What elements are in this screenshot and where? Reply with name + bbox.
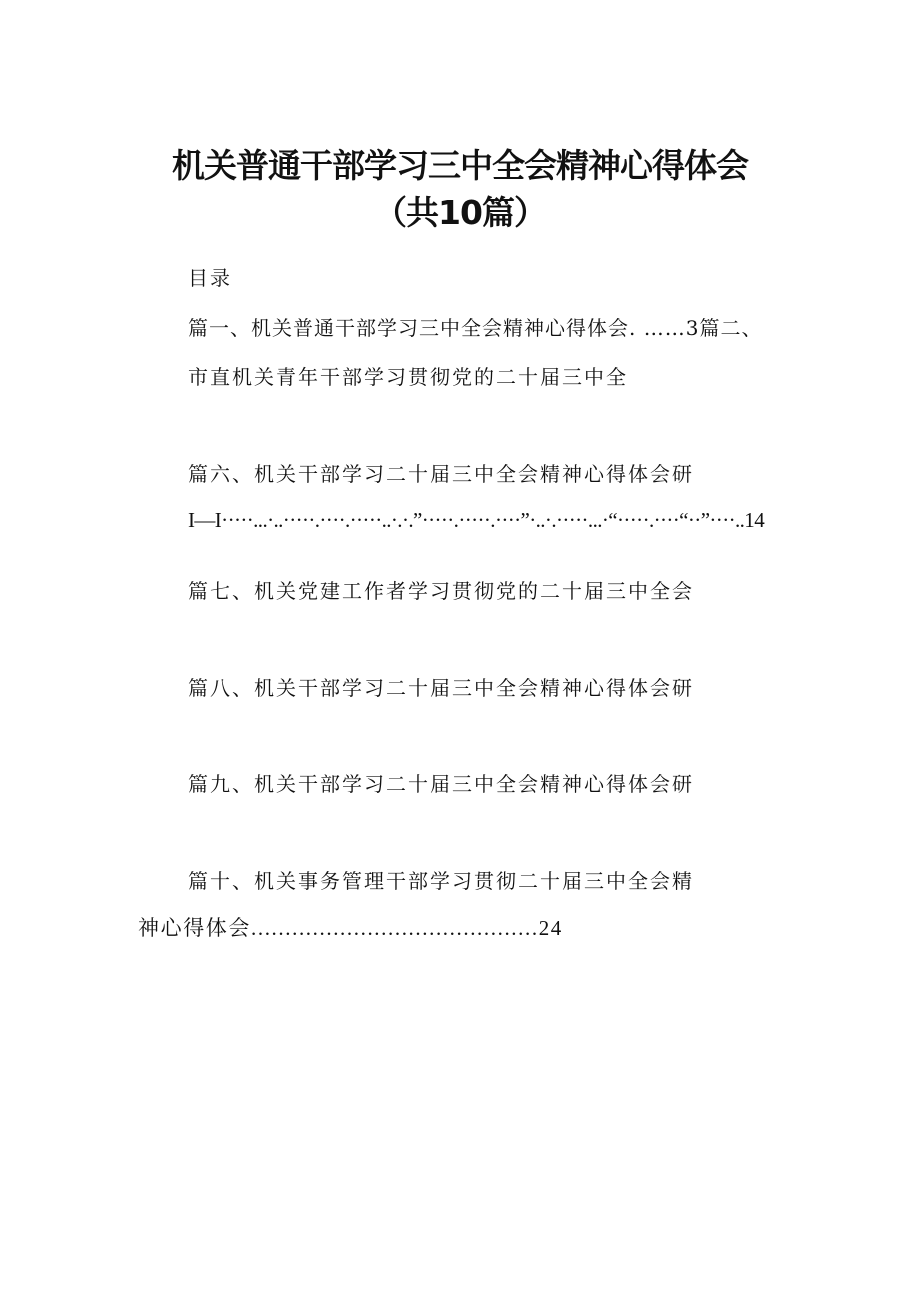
document-title: 机关普通干部学习三中全会精神心得体会 xyxy=(172,146,748,185)
toc-entry-8: 篇八、机关干部学习二十届三中全会精神心得体会研 xyxy=(188,676,694,700)
toc-entry-6-line-2: I—I·····...·..·····.····.·····..·.·.”·····.·····.····”·..·.·····...·“·····.····“··”····..14 xyxy=(188,508,765,532)
toc-entry-9: 篇九、机关干部学习二十届三中全会精神心得体会研 xyxy=(188,772,694,796)
toc-entry-6-line-1: 篇六、机关干部学习二十届三中全会精神心得体会研 xyxy=(188,462,694,486)
toc-heading: 目录 xyxy=(188,266,232,290)
toc-entry-10-line-1: 篇十、机关事务管理干部学习贯彻二十届三中全会精 xyxy=(188,869,694,893)
toc-entry-7: 篇七、机关党建工作者学习贯彻党的二十届三中全会 xyxy=(188,579,694,603)
toc-entry-1-line-1: 篇一、机关普通干部学习三中全会精神心得体会. ……3篇二、 xyxy=(188,316,763,340)
document-subtitle-count: （共10篇） xyxy=(374,193,546,232)
toc-entry-1-line-2: 市直机关青年干部学习贯彻党的二十届三中全 xyxy=(188,365,628,389)
toc-entry-10-line-2: 神心得体会..........................................24 xyxy=(138,916,563,940)
